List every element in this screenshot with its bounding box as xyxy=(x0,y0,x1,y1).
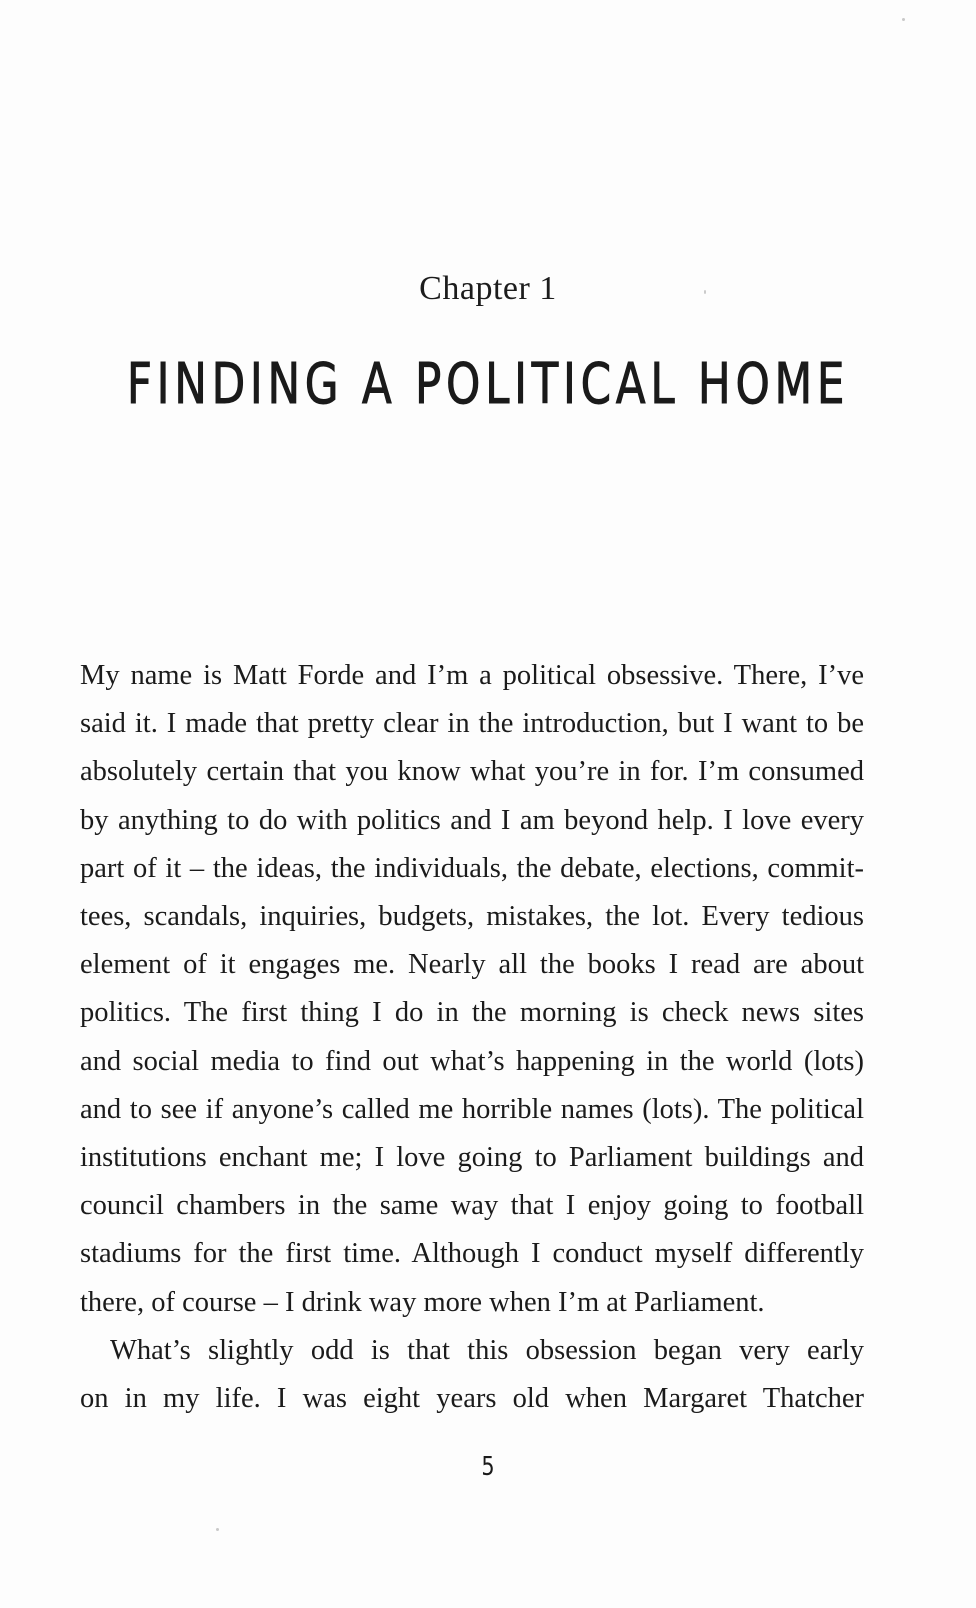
paper-speck xyxy=(216,1528,219,1531)
text-line: absolutely certain that you know what you’re in for. I’m consumed xyxy=(80,756,864,788)
text-line: and to see if anyone’s called me horrible names (lots). The political xyxy=(80,1093,864,1125)
text-line: and social media to find out what’s happening in the world (lots) xyxy=(80,1045,864,1077)
text-line: part of it – the ideas, the individuals, the debate, elections, commit- xyxy=(80,852,864,884)
text-line: said it. I made that pretty clear in the introduction, but I want to be xyxy=(80,708,864,740)
paper-speck xyxy=(902,18,905,21)
text-line: institutions enchant me; I love going to Parliament buildings and xyxy=(80,1142,864,1174)
text-line: council chambers in the same way that I enjoy going to football xyxy=(80,1190,864,1222)
chapter-title: FINDING A POLITICAL HOME xyxy=(126,352,850,417)
text-line: element of it engages me. Nearly all the books I read are about xyxy=(80,949,864,981)
chapter-label: Chapter 1 xyxy=(419,270,557,307)
text-line: What’s slightly odd is that this obsession began very early xyxy=(110,1334,864,1366)
paragraph xyxy=(80,1327,864,1423)
text-line: there, of course – I drink way more when I’m at Parliament. xyxy=(80,1286,765,1318)
text-line: tees, scandals, inquiries, budgets, mistakes, the lot. Every tedious xyxy=(80,901,864,933)
text-line: on in my life. I was eight years old when Margaret Thatcher xyxy=(80,1383,864,1415)
paragraph xyxy=(80,652,864,1327)
text-line: by anything to do with politics and I am beyond help. I love every xyxy=(80,804,864,836)
body-text xyxy=(80,652,864,1423)
text-line: stadiums for the first time. Although I conduct myself differently xyxy=(80,1238,864,1270)
text-line: politics. The first thing I do in the morning is check news sites xyxy=(80,997,864,1029)
text-line: My name is Matt Forde and I’m a political obsessive. There, I’ve xyxy=(80,660,864,691)
page-number: 5 xyxy=(481,1452,495,1482)
